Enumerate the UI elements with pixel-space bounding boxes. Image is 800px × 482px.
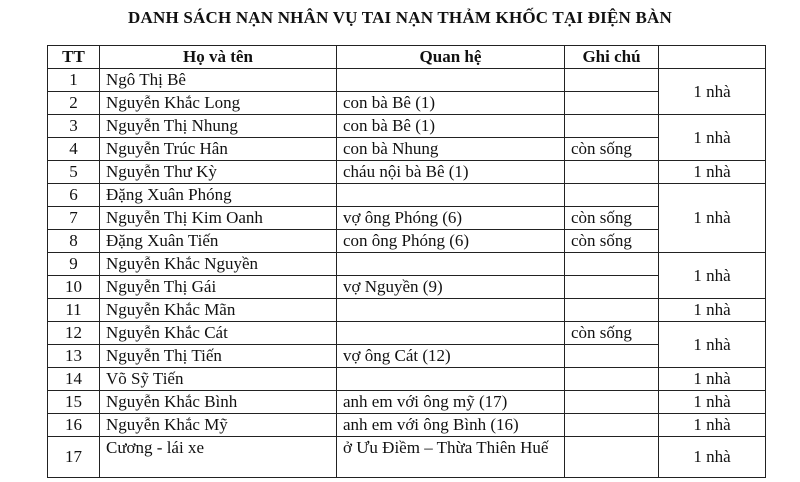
note xyxy=(565,184,659,207)
row-number: 5 xyxy=(48,161,100,184)
victim-name: Nguyễn Thị Nhung xyxy=(100,115,337,138)
note xyxy=(565,69,659,92)
table-row xyxy=(48,322,766,345)
household-group: 1 nhà xyxy=(659,69,766,115)
relation xyxy=(337,253,565,276)
note: còn sống xyxy=(565,322,659,345)
table-row xyxy=(48,276,766,299)
victim-name: Nguyễn Thư Kỳ xyxy=(100,161,337,184)
relation: ở Ưu Điềm – Thừa Thiên Huế xyxy=(337,437,565,478)
row-number: 8 xyxy=(48,230,100,253)
note xyxy=(565,345,659,368)
header-note: Ghi chú xyxy=(565,46,659,69)
header-tt: TT xyxy=(48,46,100,69)
note xyxy=(565,92,659,115)
row-number: 17 xyxy=(48,437,100,478)
relation: vợ Nguyền (9) xyxy=(337,276,565,299)
household-group: 1 nhà xyxy=(659,414,766,437)
note: còn sống xyxy=(565,207,659,230)
victim-name: Nguyễn Khắc Mỹ xyxy=(100,414,337,437)
note xyxy=(565,161,659,184)
row-number: 1 xyxy=(48,69,100,92)
household-group: 1 nhà xyxy=(659,299,766,322)
victim-name: Võ Sỹ Tiến xyxy=(100,368,337,391)
table-row xyxy=(48,69,766,92)
table-row xyxy=(48,437,766,478)
row-number: 14 xyxy=(48,368,100,391)
note xyxy=(565,276,659,299)
victim-name: Ngô Thị Bê xyxy=(100,69,337,92)
relation: con bà Nhung xyxy=(337,138,565,161)
note xyxy=(565,391,659,414)
victim-name: Nguyễn Thị Gái xyxy=(100,276,337,299)
victim-name: Nguyễn Trúc Hân xyxy=(100,138,337,161)
header-relation: Quan hệ xyxy=(337,46,565,69)
victim-name: Nguyễn Khắc Long xyxy=(100,92,337,115)
relation: cháu nội bà Bê (1) xyxy=(337,161,565,184)
relation: vợ ông Cát (12) xyxy=(337,345,565,368)
household-group: 1 nhà xyxy=(659,391,766,414)
relation: anh em với ông Bình (16) xyxy=(337,414,565,437)
household-group: 1 nhà xyxy=(659,184,766,253)
table-row xyxy=(48,138,766,161)
row-number: 12 xyxy=(48,322,100,345)
victim-name: Nguyễn Khắc Cát xyxy=(100,322,337,345)
table-row xyxy=(48,253,766,276)
note xyxy=(565,299,659,322)
victim-name: Nguyễn Thị Kim Oanh xyxy=(100,207,337,230)
row-number: 13 xyxy=(48,345,100,368)
household-group: 1 nhà xyxy=(659,437,766,478)
row-number: 3 xyxy=(48,115,100,138)
relation: con bà Bê (1) xyxy=(337,115,565,138)
table-row xyxy=(48,115,766,138)
victim-name: Nguyễn Khắc Nguyền xyxy=(100,253,337,276)
header-row xyxy=(48,46,766,69)
relation xyxy=(337,322,565,345)
row-number: 6 xyxy=(48,184,100,207)
relation: vợ ông Phóng (6) xyxy=(337,207,565,230)
table-row xyxy=(48,184,766,207)
household-group: 1 nhà xyxy=(659,115,766,161)
note xyxy=(565,414,659,437)
relation: anh em với ông mỹ (17) xyxy=(337,391,565,414)
note xyxy=(565,115,659,138)
note xyxy=(565,253,659,276)
relation: con bà Bê (1) xyxy=(337,92,565,115)
row-number: 10 xyxy=(48,276,100,299)
victim-name: Đặng Xuân Tiến xyxy=(100,230,337,253)
row-number: 2 xyxy=(48,92,100,115)
row-number: 4 xyxy=(48,138,100,161)
victim-name: Nguyễn Thị Tiến xyxy=(100,345,337,368)
victim-name: Đặng Xuân Phóng xyxy=(100,184,337,207)
relation xyxy=(337,299,565,322)
victim-name: Nguyễn Khắc Bình xyxy=(100,391,337,414)
note xyxy=(565,368,659,391)
household-group: 1 nhà xyxy=(659,368,766,391)
table-row xyxy=(48,230,766,253)
row-number: 7 xyxy=(48,207,100,230)
victim-name: Cương - lái xe xyxy=(100,437,337,478)
table-row xyxy=(48,345,766,368)
table-row xyxy=(48,207,766,230)
row-number: 15 xyxy=(48,391,100,414)
table-row xyxy=(48,92,766,115)
row-number: 11 xyxy=(48,299,100,322)
relation xyxy=(337,368,565,391)
table-row xyxy=(48,368,766,391)
table-row xyxy=(48,391,766,414)
victim-name: Nguyễn Khắc Mãn xyxy=(100,299,337,322)
household-group: 1 nhà xyxy=(659,322,766,368)
note: còn sống xyxy=(565,138,659,161)
table-row xyxy=(48,299,766,322)
header-name: Họ và tên xyxy=(100,46,337,69)
header-household xyxy=(659,46,766,69)
victims-table xyxy=(47,45,766,478)
table-row xyxy=(48,414,766,437)
table-row xyxy=(48,161,766,184)
note: còn sống xyxy=(565,230,659,253)
document-title: DANH SÁCH NẠN NHÂN VỤ TAI NẠN THẢM KHỐC TẠI ĐIỆN BÀN xyxy=(128,8,672,27)
relation: con ông Phóng (6) xyxy=(337,230,565,253)
row-number: 9 xyxy=(48,253,100,276)
relation xyxy=(337,69,565,92)
row-number: 16 xyxy=(48,414,100,437)
note xyxy=(565,437,659,478)
household-group: 1 nhà xyxy=(659,253,766,299)
relation xyxy=(337,184,565,207)
household-group: 1 nhà xyxy=(659,161,766,184)
